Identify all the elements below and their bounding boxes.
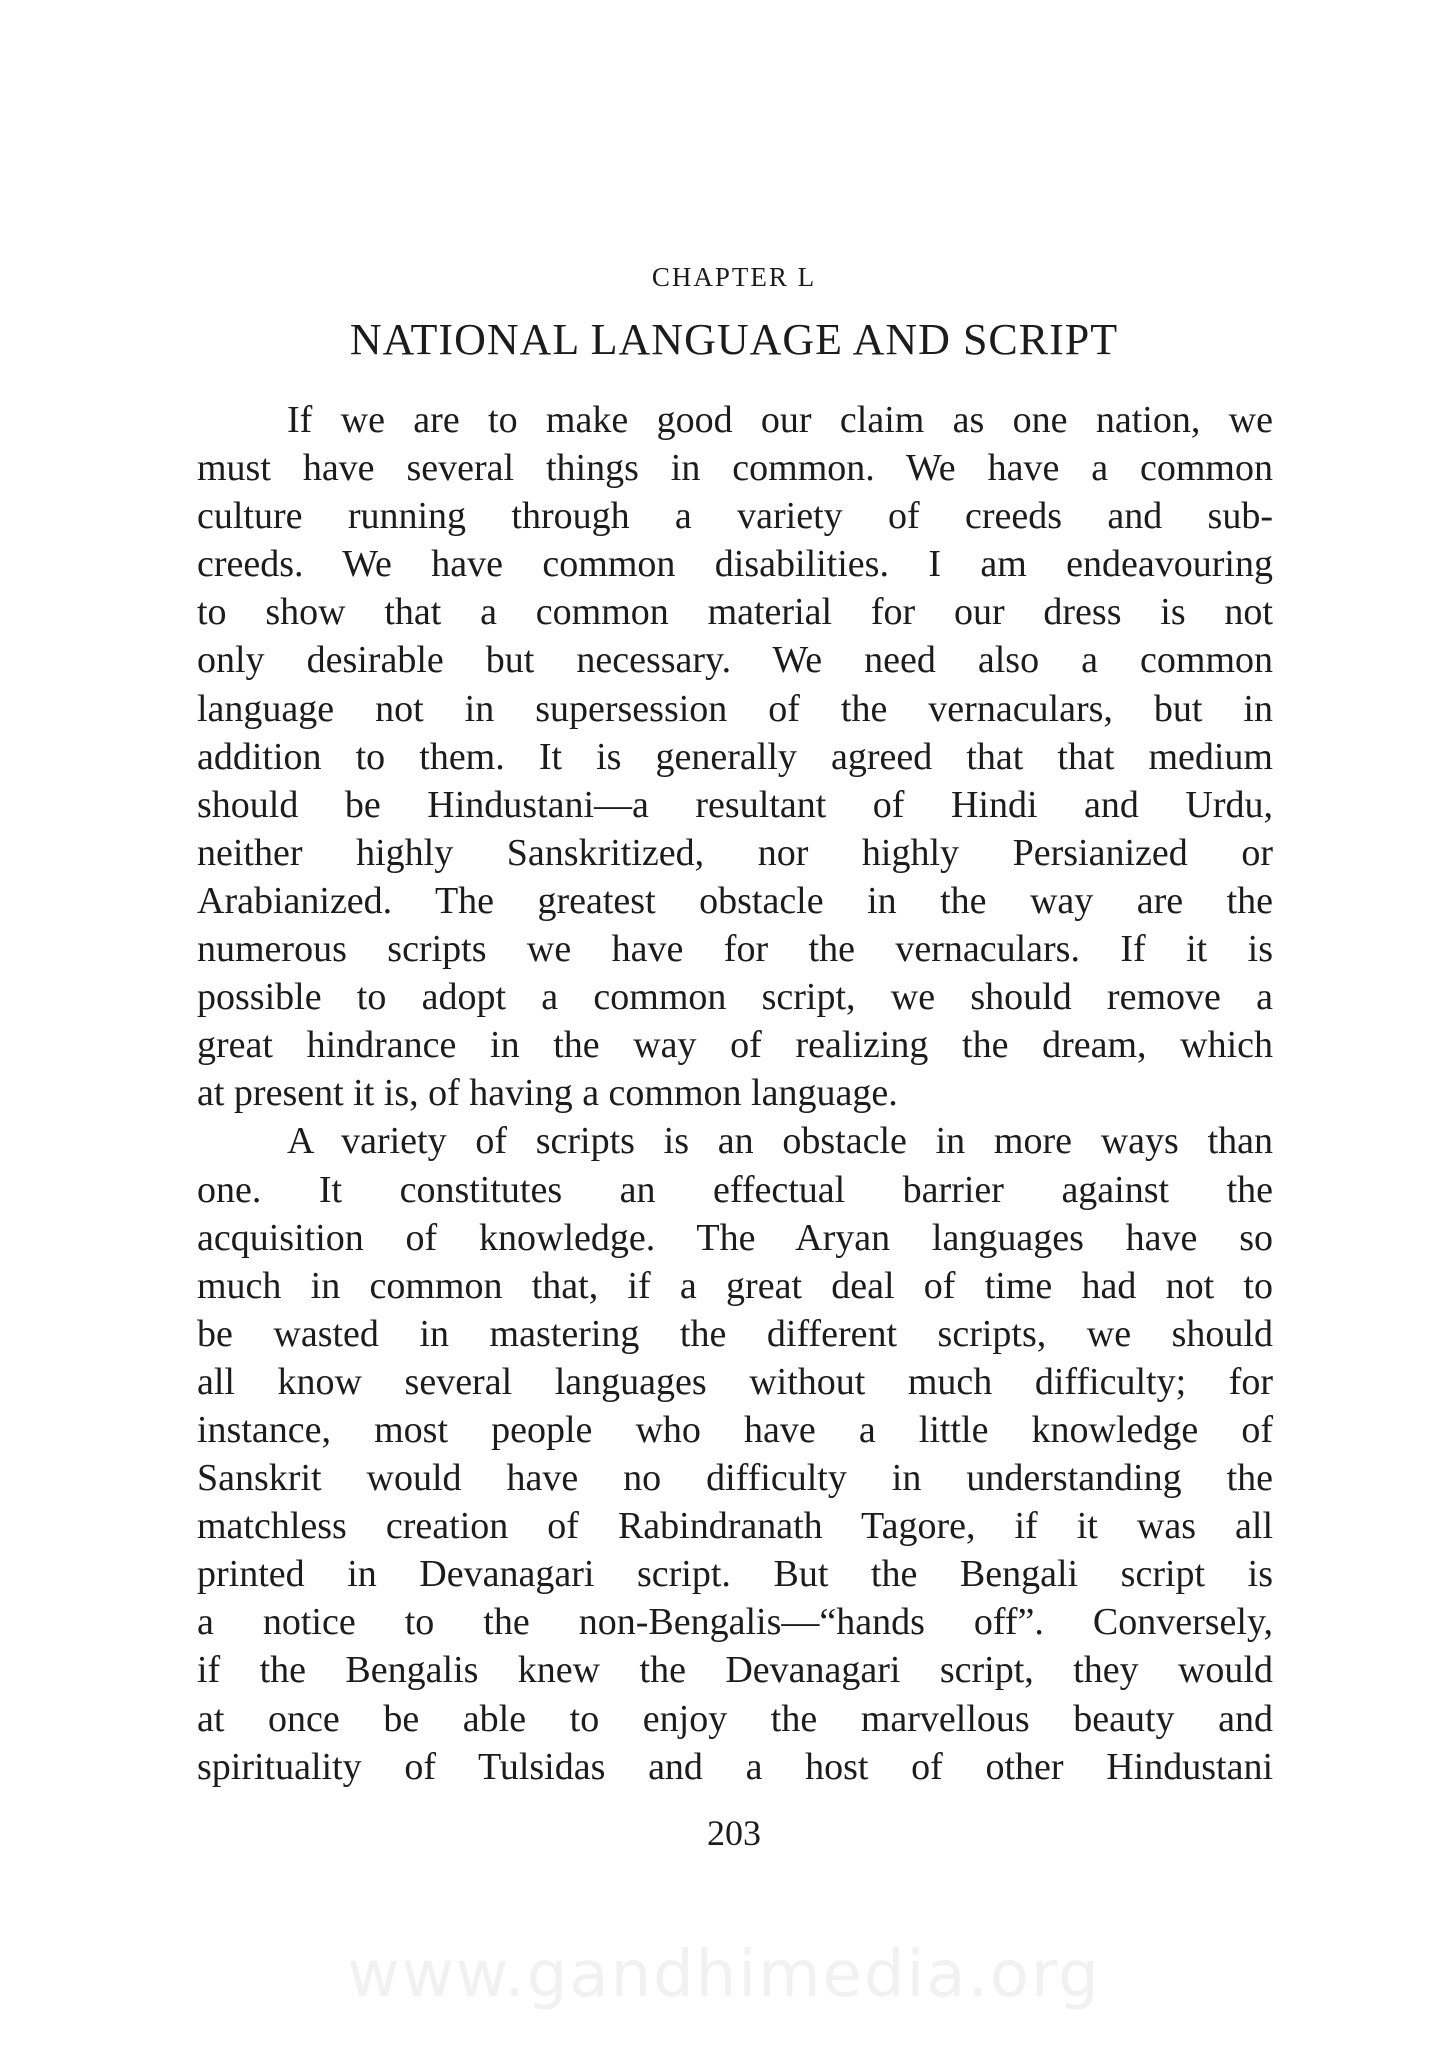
text-line: possible to adopt a common script, we should remove a [197,976,1273,1019]
text-line: culture running through a variety of creeds and sub- [197,495,1273,538]
page-number: 203 [707,1813,761,1853]
text-line: neither highly Sanskritized, nor highly Persianized or [197,831,1273,874]
text-line: creeds. We have common disabilities. I am endeavouring [197,543,1273,586]
text-line: one. It constitutes an effectual barrier against the [197,1168,1273,1211]
text-line: numerous scripts we have for the vernaculars. If it is [197,928,1273,971]
text-line: all know several languages without much difficulty; for [197,1360,1273,1403]
text-line: Arabianized. The greatest obstacle in the way are the [197,879,1273,922]
text-line: instance, most people who have a little knowledge of [197,1408,1273,1451]
chapter-title: NATIONAL LANGUAGE AND SCRIPT [349,315,1119,364]
text-line: at present it is, of having a common language. [197,1072,898,1115]
chapter-label: CHAPTER L [651,262,817,292]
text-line: If we are to make good our claim as one nation, we [287,399,1273,441]
text-line: much in common that, if a great deal of time had not to [197,1264,1273,1307]
watermark: www.gandhimedia.org [347,1938,1101,2012]
text-line: if the Bengalis knew the Devanagari script, they would [197,1649,1273,1692]
text-line: only desirable but necessary. We need also a common [197,639,1273,682]
text-line: a notice to the non-Bengalis—“hands off”. Conversely, [197,1601,1273,1644]
text-line: at once be able to enjoy the marvellous beauty and [197,1697,1273,1740]
text-line: Sanskrit would have no difficulty in understanding the [197,1457,1273,1500]
text-line: spirituality of Tulsidas and a host of other Hindustani [197,1745,1273,1788]
body-text [197,396,1273,1791]
text-line: should be Hindustani—a resultant of Hindi and Urdu, [197,783,1273,826]
text-line: addition to them. It is generally agreed that that medium [197,735,1273,778]
text-line: matchless creation of Rabindranath Tagore, if it was all [197,1505,1273,1548]
text-line: A variety of scripts is an obstacle in more ways than [287,1120,1273,1163]
text-line: great hindrance in the way of realizing the dream, which [197,1024,1273,1067]
text-line: acquisition of knowledge. The Aryan languages have so [197,1216,1273,1259]
text-line: language not in supersession of the vernaculars, but in [197,687,1273,730]
text-line: must have several things in common. We have a common [197,447,1273,490]
text-line: be wasted in mastering the different scripts, we should [197,1312,1273,1355]
text-line: printed in Devanagari script. But the Bengali script is [197,1553,1273,1596]
text-line: to show that a common material for our dress is not [197,591,1273,634]
